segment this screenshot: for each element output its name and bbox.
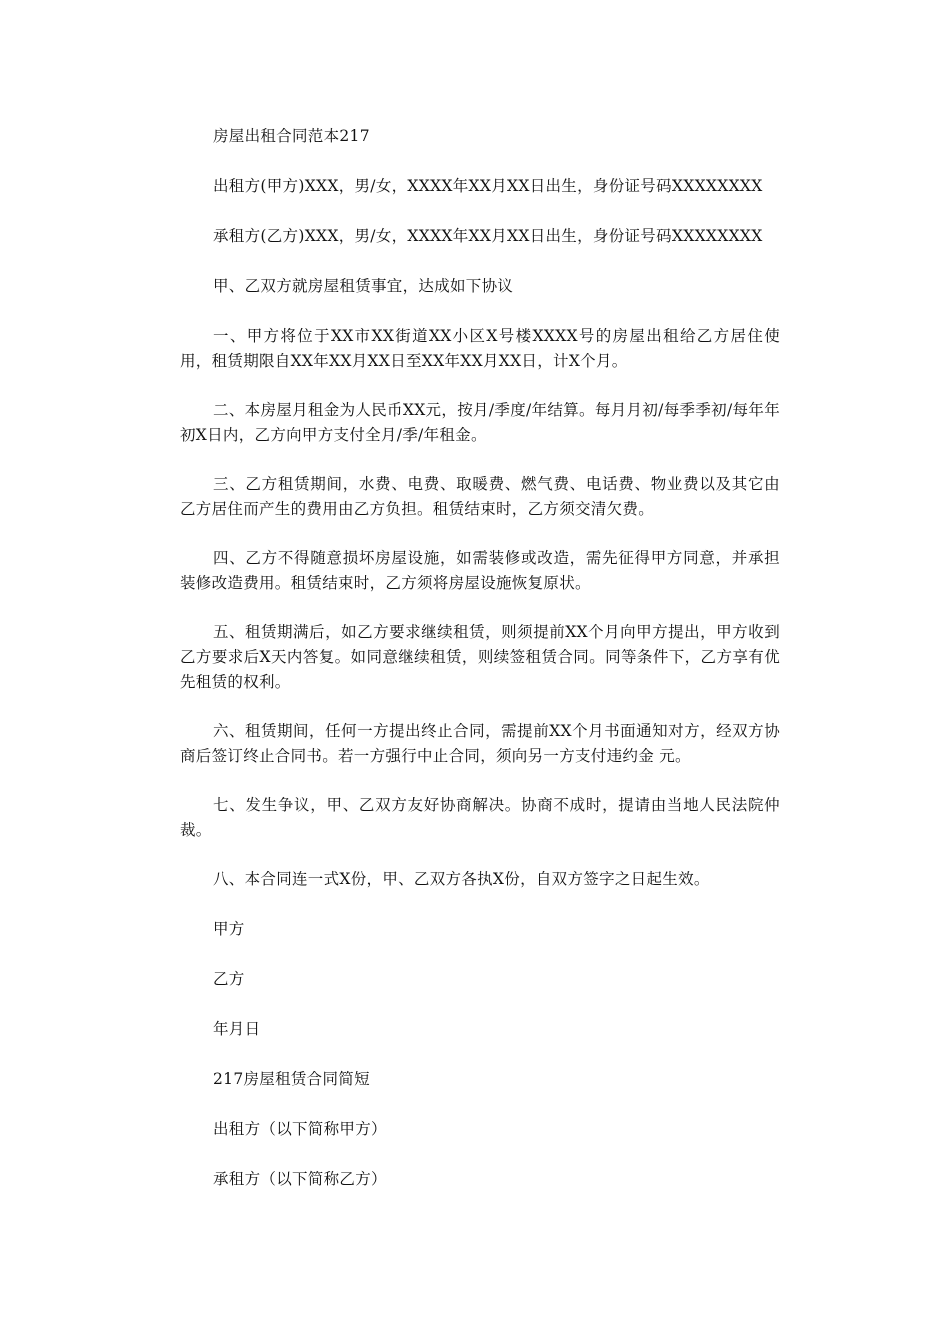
second-lessor-label: 出租方（以下简称甲方） (213, 1120, 387, 1138)
clause-5: 五、租赁期满后，如乙方要求继续租赁，则须提前XX个月向甲方提出，甲方收到乙方要求后X天内答复。如同意继续租赁，则续签租赁合同。同等条件下，乙方享有优先租赁的权利。 (180, 623, 780, 691)
second-lessee-label: 承租方（以下简称乙方） (213, 1170, 387, 1188)
lessee-info: 承租方(乙方)XXX，男/女，XXXX年XX月XX日出生，身份证号码XXXXXXXX (213, 227, 763, 245)
clause-3: 三、乙方租赁期间，水费、电费、取暖费、燃气费、电话费、物业费以及其它由乙方居住而产生的费用由乙方负担。租赁结束时，乙方须交清欠费。 (180, 475, 780, 518)
clause-8: 八、本合同连一式X份，甲、乙双方各执X份，自双方签字之日起生效。 (213, 870, 710, 888)
clause-4: 四、乙方不得随意损坏房屋设施，如需装修或改造，需先征得甲方同意，并承担装修改造费用。租赁结束时，乙方须将房屋设施恢复原状。 (180, 549, 780, 592)
lessor-info: 出租方(甲方)XXX，男/女，XXXX年XX月XX日出生，身份证号码XXXXXXXX (213, 177, 763, 195)
date-label: 年月日 (213, 1020, 261, 1038)
clause-6: 六、租赁期间，任何一方提出终止合同，需提前XX个月书面通知对方，经双方协商后签订终止合同书。若一方强行中止合同，须向另一方支付违约金 元。 (180, 722, 780, 765)
party-b-signature-label: 乙方 (213, 970, 245, 988)
document-body (180, 124, 780, 1217)
clause-7: 七、发生争议，甲、乙双方友好协商解决。协商不成时，提请由当地人民法院仲裁。 (180, 796, 780, 839)
clause-2: 二、本房屋月租金为人民币XX元，按月/季度/年结算。每月月初/每季季初/每年年初X日内，乙方向甲方支付全月/季/年租金。 (180, 401, 780, 444)
party-a-signature-label: 甲方 (213, 920, 245, 938)
clause-1: 一、甲方将位于XX市XX街道XX小区X号楼XXXX号的房屋出租给乙方居住使用，租赁期限自XX年XX月XX日至XX年XX月XX日，计X个月。 (180, 327, 780, 370)
document-title: 房屋出租合同范本217 (213, 127, 370, 145)
second-contract-title: 217房屋租赁合同简短 (213, 1070, 370, 1088)
agreement-intro: 甲、乙双方就房屋租赁事宜，达成如下协议 (213, 277, 514, 295)
